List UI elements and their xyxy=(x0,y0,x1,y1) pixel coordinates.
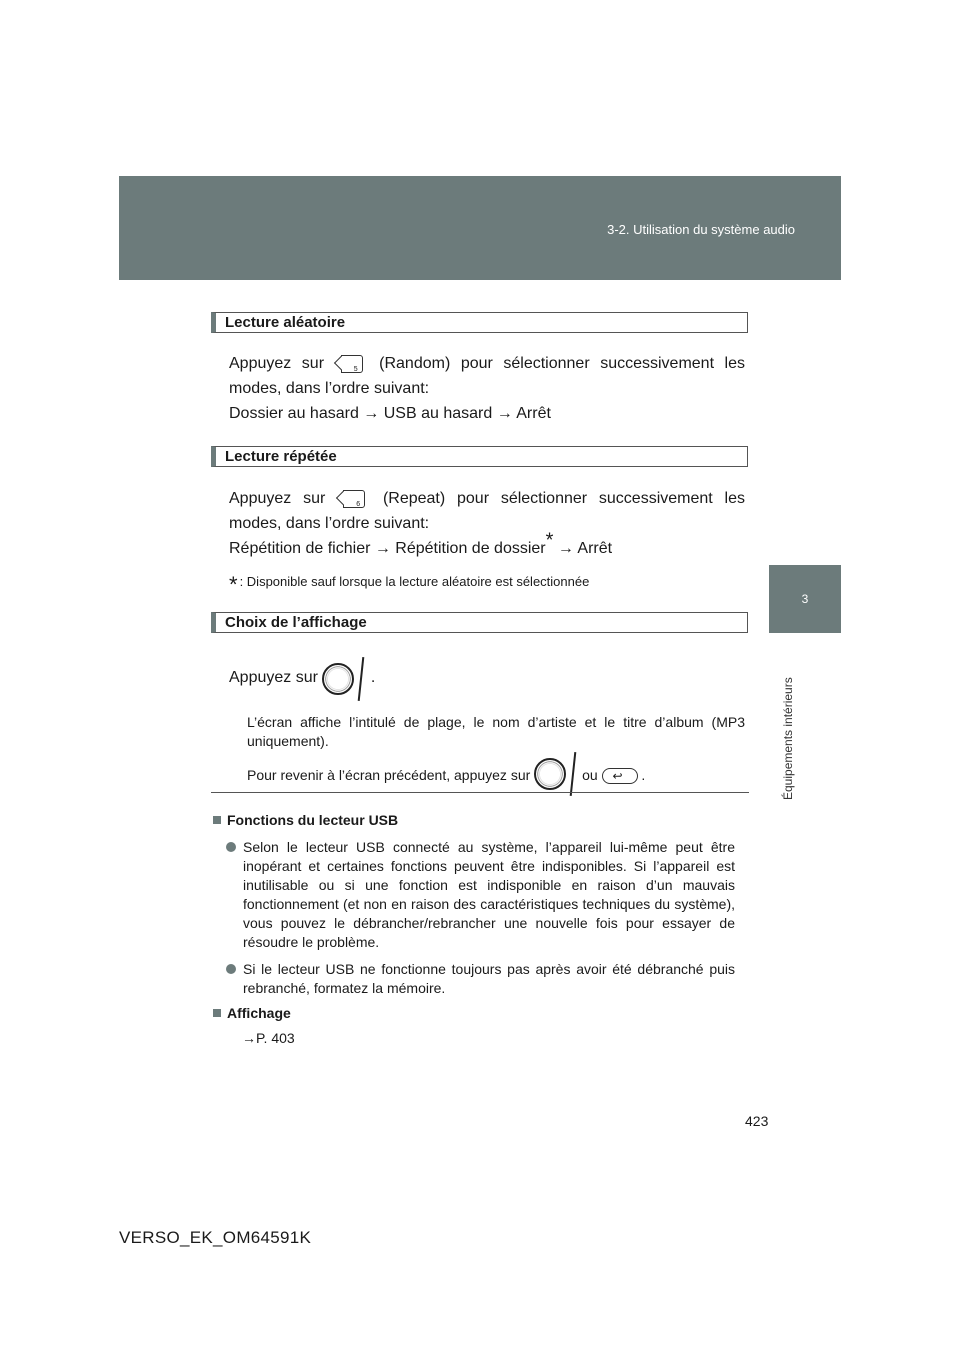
button-6-icon: 6 xyxy=(343,490,365,508)
chapter-number: 3 xyxy=(801,592,809,606)
tune-knob-icon xyxy=(322,657,366,699)
chapter-tab xyxy=(769,565,841,633)
bullet-icon xyxy=(226,964,236,974)
display-paragraph: Appuyez sur . xyxy=(229,657,745,699)
random-line-3: Dossier au hasard → USB au hasard → Arrêt xyxy=(229,405,551,422)
button-5-icon: 5 xyxy=(341,355,363,373)
random-paragraph xyxy=(229,351,745,426)
repeat-line-2: modes, dans l’ordre suivant: xyxy=(229,515,430,532)
bullet-icon xyxy=(226,842,236,852)
page-number: 423 xyxy=(745,1113,769,1129)
divider xyxy=(211,792,749,793)
document-code: VERSO_EK_OM64591K xyxy=(119,1228,312,1247)
display-note-1: L’écran affiche l’intitulé de plage, le nom d’artiste et le titre d’album (MP3 uniquement). xyxy=(247,714,745,749)
heading-repeat-play: Lecture répétée xyxy=(211,446,748,467)
repeat-paragraph xyxy=(229,486,745,561)
display-note-2: Pour revenir à l’écran précédent, appuyez sur ou ↩ . xyxy=(247,752,745,794)
back-button-icon: ↩ xyxy=(602,768,638,784)
usb-notes-heading: Fonctions du lecteur USB xyxy=(213,812,398,828)
tune-knob-icon xyxy=(534,752,578,794)
heading-random-play: Lecture aléatoire xyxy=(211,312,748,333)
repeat-line-1: Appuyez sur 6 (Repeat) pour sélectionner successivement les xyxy=(229,490,745,508)
heading-display-choice: Choix de l’affichage xyxy=(211,612,748,633)
random-line-2: modes, dans l’ordre suivant: xyxy=(229,380,430,397)
repeat-line-3: Répétition de fichier → Répétition de dossier* → Arrêt xyxy=(229,529,613,557)
section-title: 3-2. Utilisation du système audio xyxy=(607,222,795,237)
footnote: * : Disponible sauf lorsque la lecture aléatoire est sélectionnée xyxy=(229,572,590,597)
header-band xyxy=(119,176,841,280)
chapter-label: Équipements intérieurs xyxy=(781,677,795,800)
random-line-1: Appuyez sur 5 (Random) pour sélectionner successivement les xyxy=(229,355,746,373)
display-notes-heading: Affichage xyxy=(213,1005,291,1021)
page-reference: →P. 403 xyxy=(242,1030,295,1046)
